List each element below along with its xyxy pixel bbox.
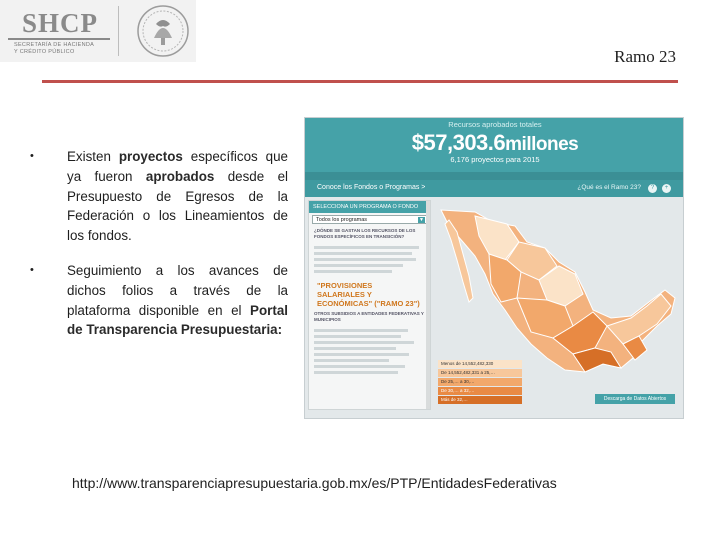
- bullet-highlight: Portal de Transparencia Presupuestaria:: [67, 302, 288, 338]
- portal-nav-funds-link[interactable]: Conoce los Fondos o Programas >: [317, 184, 426, 191]
- slide-title: Ramo 23: [614, 47, 676, 66]
- logo-subtitle: [14, 42, 94, 56]
- bullet-highlight: aprobados: [145, 168, 215, 184]
- logo-divider: [118, 6, 119, 56]
- portal-banner: [305, 118, 684, 180]
- share-icon[interactable]: +: [662, 184, 671, 193]
- legend-label: Menos de 14,552,482,330: [441, 361, 494, 366]
- logo-text: SHCP: [22, 8, 99, 38]
- info-icon[interactable]: ?: [648, 184, 657, 193]
- portal-project-count: 6,176 proyectos para 2015: [450, 155, 540, 164]
- portal-amount-unit: millones: [505, 134, 579, 155]
- legend-label: De 30,… a 32,…: [441, 388, 475, 393]
- legend-label: Más de 32,…: [441, 397, 468, 402]
- portal-sidebar-header: SELECCIONA UN PROGRAMA O FONDO: [309, 201, 430, 213]
- program-select[interactable]: [312, 215, 427, 224]
- portal-url[interactable]: http://www.transparenciapresupuestaria.gob.mx/es/PTP/EntidadesFederativas: [72, 475, 557, 491]
- bullet-list: [30, 147, 288, 340]
- portal-nav-bar: [305, 180, 684, 197]
- shcp-logo: [0, 0, 196, 62]
- chevron-down-icon: ▼: [419, 217, 424, 223]
- bullet-highlight: proyectos: [118, 149, 183, 164]
- map-legend: [438, 360, 522, 405]
- bullet-text: Seguimiento a los avances de dichos folios a través de la plataforma disponible en el: [67, 262, 288, 318]
- bullet-text: específicos que ya fueron: [67, 149, 288, 184]
- portal-sidebar: [308, 200, 431, 410]
- legend-row-2: [438, 369, 522, 377]
- legend-row-3: [438, 378, 522, 386]
- bullet-text: Existen: [67, 149, 119, 164]
- portal-amount-value: $57,303.6: [411, 130, 506, 155]
- portal-banner-band: [305, 172, 684, 180]
- portal-sidebar-filler: [309, 241, 430, 278]
- bullet-dot-icon: •: [30, 150, 34, 162]
- logo-rule: [8, 38, 110, 40]
- portal-sidebar-quote: "PROVISIONES SALARIALES Y ECONÓMICAS" ("RAMO 23"): [317, 280, 420, 308]
- portal-sidebar-subsidies: OTROS SUBSIDIOS A ENTIDADES FEDERATIVAS Y MUNICIPIOS: [314, 310, 424, 323]
- bullet-item-projects: [30, 147, 288, 246]
- logo-subtitle-line2: Y CRÉDITO PÚBLICO: [14, 49, 75, 55]
- bullet-text: desde el Presupuesto de Egresos de la Federación o los Lineamientos de los fondos.: [67, 168, 288, 244]
- program-select-value: Todos los programas: [316, 217, 368, 223]
- legend-row-4: [438, 387, 522, 395]
- portal-sidebar-question: ¿DÓNDE SE GASTAN LOS RECURSOS DE LOS FONDOS ESPECÍFICOS EN TRANSICIÓN?: [314, 228, 416, 240]
- portal-screenshot: [304, 117, 684, 419]
- portal-nav-ramo-link[interactable]: ¿Qué es el Ramo 23?: [577, 184, 641, 191]
- portal-banner-subtitle: Recursos aprobados totales: [448, 120, 542, 129]
- header-rule: [42, 80, 678, 83]
- national-seal-icon: [136, 4, 190, 58]
- legend-label: De 25,… a 30,…: [441, 379, 475, 384]
- bullet-dot-icon: •: [30, 263, 34, 276]
- portal-sidebar-list: [309, 324, 430, 379]
- portal-sidebar-scrollbar[interactable]: [426, 201, 430, 409]
- legend-row-1: [438, 360, 522, 368]
- download-data-button[interactable]: Descarga de Datos Abiertos: [595, 394, 675, 404]
- portal-amount: [305, 130, 684, 156]
- legend-label: De 14,552,482,331 a 25,…: [441, 370, 496, 375]
- bullet-item-tracking: [30, 261, 288, 340]
- logo-subtitle-line1: SECRETARÍA DE HACIENDA: [14, 42, 95, 48]
- legend-row-5: [438, 396, 522, 404]
